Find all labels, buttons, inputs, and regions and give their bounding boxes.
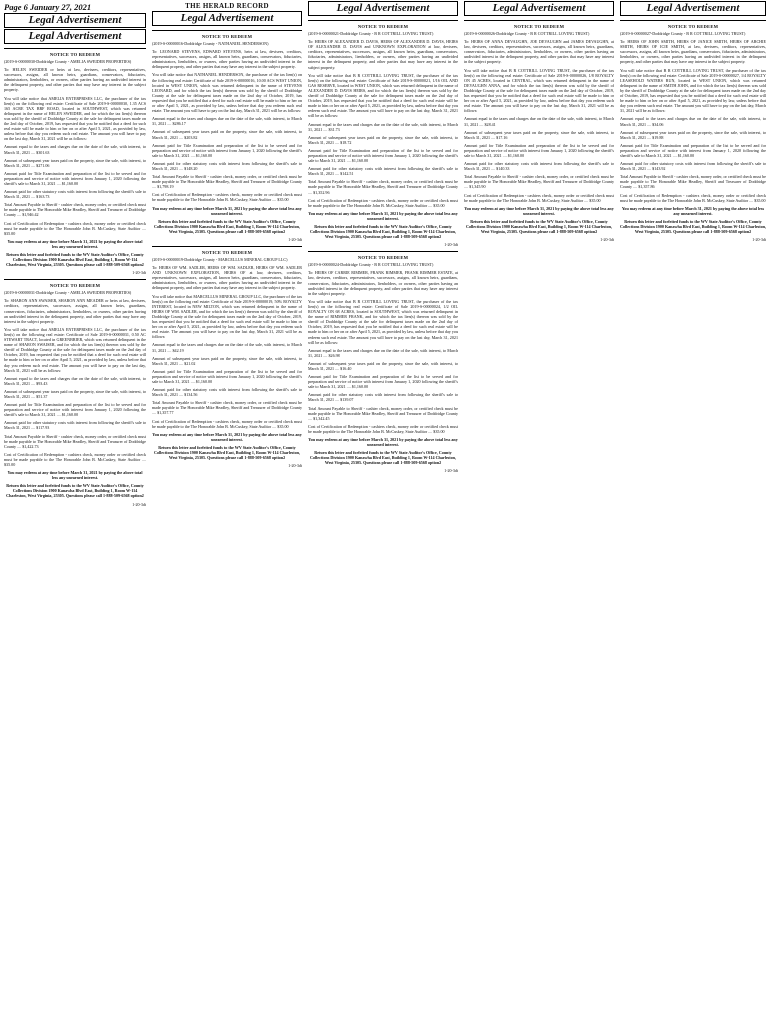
notice-divider xyxy=(308,20,458,21)
notice-divider xyxy=(4,279,146,280)
notice-warning: You may redeem at any time before March 31, 2021 by paying the above total less any unearned interest. xyxy=(7,470,143,481)
notice-amount: Amount equal to the taxes and charges due on the date of the sale, with interest, to March 31, 2021 .... $26.98 xyxy=(308,347,458,358)
notice-amount: Amount of subsequent year taxes paid on the property, since the sale, with interest, to March 31, 2021 .... $19.88 xyxy=(620,129,766,140)
notice-body: To: LEONARD STEVENS, EDWARD STEVENS, heirs at law, devisees, creditors, representatives, successors, assigns, all known heirs, guardians, conservators, fiduciaries, administrators, lienholders, or owners, other parties having an undivided interest in the delinquent property, and other parties that may have any interest in the subject property. xyxy=(152,49,302,70)
notice-case: (2019-S-00000024-Doddridge County - B R COTTRILL LOVING TRUST) xyxy=(308,262,434,268)
notice-signature: 1-20-3dt xyxy=(752,237,766,243)
notice-divider xyxy=(620,20,766,21)
notice-amount: Amount paid for Title Examination and preparation of the list to be served and for preparation and service of notice with interest from January 1, 2020 following the sheriff's sale to March 31, 2021 .... $1,160.00 xyxy=(464,142,614,158)
notice-total: Total Amount Payable to Sheriff - cashier check, money order, or certified check must be made payable to The Honorable Mike Headley, Sheriff and Treasurer of Doddridge County .... $1,422.73 xyxy=(4,433,146,449)
notice-cost: Cost of Certification of Redemption - cashiers check, money order or certified check must be made payable to the The Honorable John B. McCuskey, State Auditor .... $35.00 xyxy=(152,418,302,429)
notice-cost: Cost of Certification of Redemption - cashiers check, money order or certified check must be made payable to the The Honorable John B. McCuskey, State Auditor .... $35.00 xyxy=(152,192,302,203)
notice-return-info: Return this letter and forfeited funds to the WV State Auditor's Office, County Collections Division 1900 Kanawha Blvd East, Building 1, Room W-114 Charleston, West Virginia, 25305. Questions please call 1-888-509-6568 option2 xyxy=(154,444,300,461)
legal-ad-banner: Legal Advertisement xyxy=(620,1,766,16)
notice-amount: Amount equal to the taxes and charges due on the date of the sale, with interest, to March 31, 2021 .... $286.17 xyxy=(152,116,302,127)
notice-header: NOTICE TO REDEEM xyxy=(357,24,409,29)
notice-to-redeem xyxy=(464,20,614,242)
notice-purchaser: You will take notice that B R COTTRILL LOVING TRUST, the purchaser of the tax lien(s) on the following real estate: Certificate of Sale 2019-S-00000027, 1/4 ROYALTY LEASEHOLD WATERS RUN, located in WEST UNION, which was returned delinquent in the name of SMITH JOHN, and for which the tax lien(s) thereon was sold by the sheriff of Doddridge County at the sale for delinquent taxes made on the 2nd day of October, 2019, has requested that you be notified that a deed for such real estate will be made to him or her on or after April 5, 2021, as provided by law, unless before that day you redeem such real estate. The amount you will have to pay on the last day, March 31, 2021 will be as follows: xyxy=(620,67,766,114)
notice-divider xyxy=(4,48,146,49)
column-5 xyxy=(620,0,766,1024)
notice-stack xyxy=(152,30,302,468)
notice-purchaser: You will take notice that B R COTTRILL LOVING TRUST, the purchaser of the tax lien(s) on the following real estate: Certificate of Sale 2019-S-00000021, 1/16 OIL AND GAS RESERVE, located in WEST UNION, which was returned delinquent in the name of ALEXANDER D. DAVIS HEIRS, and for which the tax lien(s) thereon was sold by the sheriff of Doddridge County at the sale for delinquent taxes made on the 2nd day of October, 2019, has requested that you be notified that a deed for such real estate will be made to him or her on or after April 5, 2021, as provided by law, unless before that day you redeem such real estate. The amount you will have to pay on the last day, March 31, 2021 will be as follows: xyxy=(308,72,458,119)
notice-return-info: Return this letter and forfeited funds to the WV State Auditor's Office, County Collections Division 1900 Kanawha Blvd East, Building 1, Room W-114 Charleston, West Virginia, 25305. Questions please call 1-888-509-6568 option2 xyxy=(6,252,144,268)
notice-to-redeem xyxy=(308,20,458,247)
notice-amount: Amount of subsequent year taxes paid on the property, since the sale, with interest, to March 31, 2021 .... $17.16 xyxy=(464,129,614,140)
notice-signature: 1-20-3dt xyxy=(132,270,146,276)
notice-stack xyxy=(464,20,614,242)
notice-purchaser: You will take notice that AMELIA ENTERPRISES LLC, the purchaser of the tax lien(s) on the following real estate: Certificate of Sale 2019-S-00000030, 1.35 ACS 165 ACRE TAX BRF ROAD, located in SOUTHWEST, which was returned delinquent in the name of HELEN SWEIDER, and for which the tax lien(s) thereon was sold by the sheriff of Doddridge County at the sale for delinquent taxes made on the 2nd day of October, 2019, has requested that you be notified that a deed for such real estate will be made to him or her on or after April 5, 2021, as provided by law, unless before that day you redeem such real estate. The amount you will have to pay on the last day, March 31, 2021 will be as follows: xyxy=(4,95,146,142)
notice-body: To: HEIRS OF ALEXANDER D. DAVIS, HEIRS OF ALEXANDER D. DAVIS, HEIRS OF ALEXANDER D. DAVIS and UNKNOWN EXPLORATION at law, devisees, creditors, representatives, successors, assigns, all known heirs, guardians, conservators, fiduciaries, administrators, lienholders, or owners, other parties having an undivided interest in the delinquent property, and other parties that may have any interest in the subject property. xyxy=(308,39,458,70)
notice-amount: Amount paid for other statutory costs with interest from following the sheriff's sale to March 31, 2021 .... $143.92 xyxy=(620,161,766,172)
notice-amount: Amount paid for other statutory costs with interest from following the sheriff's sale to March 31, 2021 .... $140.33 xyxy=(464,161,614,172)
notice-signature: 1-20-3dt xyxy=(444,468,458,474)
notice-body: To: HEIRS OF JOHN SMITH, HEIRS OF JANICE SMITH, HEIRS OF ARCHIE SMITH, HEIRS OF ICIE SMITH, at law, devisees, creditors, representatives, successors, assigns, all known heirs, guardians, conservators, fiduciaries, administrators, lienholders, or owners, other parties having an undivided interest in the delinquent property, and other parties that may have any interest in the subject property. xyxy=(620,39,766,65)
notice-purchaser: You will take notice that B R COTTRILL LOVING TRUST, the purchaser of the tax lien(s) on the following real estate: Certificate of Sale 2019-S-00000024, 1/2 OIL ROYALTY ON 68 ACRES, located in SOUTHWEST, which was returned delinquent in the name of RIMMER FRANK, and for which the tax lien(s) thereon was sold by the sheriff of Doddridge County at the sale for delinquent taxes made on the 2nd day of October, 2019, has requested that you be notified that a deed for such real estate will be made to him or her on or after April 5, 2021, as provided by law, unless before that day you redeem such real estate. The amount you will have to pay on the last day, March 31, 2021 will be as follows: xyxy=(308,298,458,345)
notice-divider xyxy=(152,30,302,31)
notice-signature: 1-20-3dt xyxy=(444,242,458,248)
notice-amount: Amount paid for Title Examination and preparation of the list to be served and for preparation and service of notice with interest from January 1, 2020 following the sheriff's sale to March 31, 2021 .... $1,160.00 xyxy=(308,147,458,164)
page-folio: Page 6 January 27, 2021 xyxy=(4,2,92,12)
legal-ad-banner: Legal Advertisement xyxy=(464,1,614,16)
notice-amount: Amount equal to the taxes and charges due on the date of the sale, with interest, to March 31, 2021 .... $28.41 xyxy=(464,116,614,127)
notice-amount: Amount paid for Title Examination and preparation of the list to be served and for preparation and service of notice with interest from January 1, 2020 following the sheriff's sale to March 31, 2021 .... $1,160.00 xyxy=(308,374,458,390)
notice-amount: Amount paid for Title Examination and preparation of the list to be served and for preparation and service of notice with interest from January 1, 2020 following the sheriff's sale to March 31, 2021 .... $1,160.00 xyxy=(4,402,146,418)
notice-stack xyxy=(308,20,458,473)
notice-divider xyxy=(464,20,614,21)
notice-case: (2019-S-00000026-Doddridge County - B R COTTRILL LOVING TRUST) xyxy=(464,31,590,36)
notice-purchaser: You will take notice that MARCELLUS MINERAL GROUP LLC, the purchaser of the tax lien(s) on the following real estate: Certificate of Sale 2019-S-00000019, 50% ROYALTY INTEREST, located in NEW MILTON, which was returned delinquent in the name of HEIRS OF WM. SADLER, and for which the tax lien(s) thereon was sold by the sheriff of Doddridge County at the sale for delinquent taxes made on the 2nd day of October, 2019, has requested that you be notified that a deed for such real estate will be made to him or her on or after April 5, 2021, as provided by law, unless before that day you redeem such real estate. The amount you will have to pay on the last day, March 31, 2021 will be as follows: xyxy=(152,293,302,340)
notice-return-info: Return this letter and forfeited funds to the WV State Auditor's Office, County Collections Division 1900 Kanawha Blvd East, Building 1, Room W-114 Charleston, West Virginia, 25305. Questions please call 1-888-509-6568 option2 xyxy=(6,483,144,499)
notice-amount: Amount of subsequent year taxes paid on the property, since the sale, with interest, to March 31, 2021 .... $21.02 xyxy=(152,355,302,366)
notice-amount: Amount paid for Title Examination and preparation of the list to be served and for preparation and service of notice with interest from January 1, 2020 following the sheriff's sale to March 31, 2021 .... $1,160.00 xyxy=(4,170,146,186)
notice-amount: Amount equal to the taxes and charges due on the date of the sale, with interest, to March 31, 2021 .... $93.43 xyxy=(4,375,146,386)
notice-cost: Cost of Certification of Redemption - cashiers check, money order or certified check must be made payable to the The Honorable John B. McCuskey, State Auditor .... $35.00 xyxy=(4,220,146,236)
notice-amount: Amount paid for Title Examination and preparation of the list to be served and for preparation and service of notice with interest from January 1, 2020 following the sheriff's sale to March 31, 2021 .... $1,160.00 xyxy=(152,368,302,384)
notice-amount: Amount equal to the taxes and charges due on the date of the sale, with interest, to March 31, 2021 .... $42.19 xyxy=(152,342,302,353)
notice-to-redeem xyxy=(620,20,766,242)
notice-return-info: Return this letter and forfeited funds to the WV State Auditor's Office, County Collections Division 1900 Kanawha Blvd East, Building 1, Room W-114 Charleston, West Virginia, 25305. Questions please call 1-888-509-6568 option2 xyxy=(310,224,456,240)
notice-header: NOTICE TO REDEEM xyxy=(513,24,565,29)
column-4 xyxy=(464,0,614,1024)
notice-cost: Cost of Certification of Redemption - cashiers check, money order or certified check must be made payable to the The Honorable John B. McCuskey, State Auditor .... $35.00 xyxy=(308,423,458,434)
notice-amount: Amount of subsequent year taxes paid on the property, since the sale, with interest, to March 31, 2021 .... $203.82 xyxy=(152,129,302,140)
notice-signature: 1-20-3dt xyxy=(600,237,614,243)
notice-cost: Cost of Certification of Redemption - cashiers check, money order or certified check must be made payable to the The Honorable John B. McCuskey, State Auditor .... $35.00 xyxy=(464,192,614,203)
notice-total: Total Amount Payable to Sheriff - cashier check, money order, or certified check must be made payable to The Honorable Mike Headley, Sheriff and Treasurer of Doddridge County .... $1,345.90 xyxy=(464,174,614,190)
notice-signature: 1-20-3dt xyxy=(288,463,302,469)
legal-ad-banner: Legal Advertisement xyxy=(4,13,146,28)
notice-warning: You may redeem at any time before March 31, 2021 by paying the above total less any unearned interest. xyxy=(152,205,302,216)
column-2 xyxy=(152,0,302,1024)
notice-amount: Amount paid for Title Examination and preparation of the list to be served and for preparation and service of notice with interest from January 1, 2020 following the sheriff's sale to March 31, 2021 .... $1,160.00 xyxy=(620,142,766,158)
notice-cost: Cost of Certification of Redemption - cashiers check, money order or certified check must be made payable to the The Honorable John B. McCuskey, State Auditor .... $35.00 xyxy=(4,451,146,467)
notice-divider xyxy=(152,246,302,247)
notice-divider xyxy=(308,251,458,252)
notice-warning: You may redeem at any time before March 31, 2021 by paying the above total less any unearned interest. xyxy=(308,437,458,448)
notice-to-redeem xyxy=(4,48,146,275)
notice-stack xyxy=(620,20,766,242)
notice-total: Total Amount Payable to Sheriff - cashier check, money order, or certified check must be made payable to The Honorable Mike Headley, Sheriff and Treasurer of Doddridge County .... $1,352.96 xyxy=(308,179,458,195)
notice-to-redeem xyxy=(4,279,146,506)
notice-signature: 1-20-3dt xyxy=(132,501,146,507)
notice-total: Total Amount Payable to Sheriff - cashier check, money order, or certified check must be made payable to The Honorable Mike Headley, Sheriff and Treasurer of Doddridge County .... $1,357.77 xyxy=(152,400,302,416)
notice-body: To: HEIRS OF CARRIE RIMMER, FRANK RIMMER, FRANK RIMMER ESTATE, at law, devisees, creditors, representatives, successors, assigns, all known heirs, guardians, conservators, fiduciaries, administrators, lienholders, or owners, other parties having an undivided interest in the delinquent property, and other parties that may have any interest in the subject property. xyxy=(308,270,458,296)
notice-return-info: Return this letter and forfeited funds to the WV State Auditor's Office, County Collections Division 1900 Kanawha Blvd East, Building 1, Room W-114 Charleston, West Virginia, 25305. Questions please call 1-888-509-6568 option2 xyxy=(310,450,456,466)
notice-header: NOTICE TO REDEEM xyxy=(201,34,253,39)
notice-amount: Amount paid for other statutory costs with interest from following the sheriff's sale to March 31, 2021 .... $134.56 xyxy=(152,387,302,398)
notice-case: (2019-S-00000016-Doddridge County - NATHANIEL HENDERSON) xyxy=(152,41,269,46)
column-3 xyxy=(308,0,458,1024)
notice-case: (2019-S-00000030-Doddridge County - AMELIA SWEIDER PROPERTIES) xyxy=(4,59,132,64)
notice-body: To: HEIRS OF ANNA DEVAUGHN, JOE DEVAUGHN and JAMES DEVAUGHN, at law, devisees, creditors, representatives, successors, assigns, all known heirs, guardians, conservators, fiduciaries, administrators, lienholders, or owners, other parties having an undivided interest in the delinquent property, and other parties that may have any interest in the subject property. xyxy=(464,39,614,65)
notice-purchaser: You will take notice that AMELIA ENTERPRISES LLC, the purchaser of the tax lien(s) on the following real estate: Certificate of Sale 2019-S-00000031, 0.50 AC STEWART TRACT, located in GREENBRIER, which was returned delinquent in the name of SHARON SWAISER, and for which the tax lien(s) thereon was sold by the sheriff of Doddridge County at the sale for delinquent taxes made on the 2nd day of October, 2019, has requested that you be notified that a deed for such real estate will be made to him or her on or after April 5, 2021, as provided by law, unless before that day you redeem such real estate. The amount you will have to pay on the last day, March 31, 2021 will be as follows: xyxy=(4,326,146,373)
notice-cost: Cost of Certification of Redemption - cashiers check, money order or certified check must be made payable to the The Honorable John B. McCuskey, State Auditor .... $35.00 xyxy=(308,197,458,208)
notice-case: (2019-S-00000021-Doddridge County - B R COTTRILL LOVING TRUST) xyxy=(308,31,434,36)
notice-amount: Amount of subsequent year taxes paid on the property, since the sale, with interest, to March 31, 2021 .... $18.72 xyxy=(308,134,458,145)
notice-stack xyxy=(4,48,146,507)
notice-purchaser: You will take notice that B R COTTRILL LOVING TRUST, the purchaser of the tax lien(s) on the following real estate: Certificate of Sale 2019-S-00000026, 1/8 ROYALTY ON 45 ACRES, located in CENTRAL, which was returned delinquent in the name of DEVAUGHN ANNA, and for which the tax lien(s) thereon was sold by the sheriff of Doddridge County at the sale for delinquent taxes made on the 2nd day of October, 2019, has requested that you be notified that a deed for such real estate will be made to him or her on or after April 5, 2021, as provided by law, unless before that day you redeem such real estate. The amount you will have to pay on the last day, March 31, 2021 will be as follows: xyxy=(464,67,614,114)
notice-amount: Amount paid for other statutory costs with interest from following the sheriff's sale to March 31, 2021 .... $163.73 xyxy=(4,189,146,200)
notice-header: NOTICE TO REDEEM xyxy=(201,250,253,255)
notice-amount: Amount equal to the taxes and charges due on the date of the sale, with interest, to March 31, 2021 .... $34.06 xyxy=(620,116,766,127)
notice-return-info: Return this letter and forfeited funds to the WV State Auditor's Office, County Collections Division 1900 Kanawha Blvd East, Building 1, Room W-114 Charleston, West Virginia, 25305. Questions please call 1-888-509-6568 option2 xyxy=(154,218,300,234)
notice-warning: You may redeem at any time before March 31, 2021 by paying the above total less any unearned interest. xyxy=(464,205,614,216)
notice-amount: Amount paid for other statutory costs with interest from following the sheriff's sale to March 31, 2021 .... $117.93 xyxy=(4,420,146,431)
legal-ad-banner: Legal Advertisement xyxy=(308,1,458,16)
notice-total: Total Amount Payable to Sheriff - cashier check, money order, or certified check must be made payable to The Honorable Mike Headley, Sheriff and Treasurer of Doddridge County .... $1,946.42 xyxy=(4,202,146,218)
notice-header: NOTICE TO REDEEM xyxy=(49,52,101,57)
notice-amount: Amount paid for other statutory costs with interest from following the sheriff's sale to March 31, 2021 .... $139.07 xyxy=(308,392,458,403)
column-1 xyxy=(4,0,146,1024)
notice-to-redeem xyxy=(152,30,302,242)
notice-cost: Cost of Certification of Redemption - cashiers check, money order or certified check must be made payable to the The Honorable John B. McCuskey, State Auditor .... $35.00 xyxy=(620,192,766,203)
notice-amount: Amount paid for other statutory costs with interest from following the sheriff's sale to March 31, 2021 .... $142.51 xyxy=(308,166,458,177)
notice-total: Total Amount Payable to Sheriff - cashier check, money order, or certified check must be made payable to The Honorable Mike Headley, Sheriff and Treasurer of Doddridge County .... $1,798.19 xyxy=(152,174,302,190)
notice-purchaser: You will take notice that NATHANIEL HENDERSON, the purchaser of the tax lien(s) on the following real estate: Certificate of Sale 2019-S-00000016, 10.00 ACS WEST UNION, located in WEST UNION, which was returned delinquent in the name of STEVENS LEONARD, and for which the tax lien(s) thereon was sold by the sheriff of Doddridge County at the sale for delinquent taxes made on the 2nd day of October, 2019, has requested that you be notified that a deed for such real estate will be made to him or her on or after April 5, 2021, as provided by law, unless before that day you redeem such real estate. The amount you will have to pay on the last day, March 31, 2021 will be as follows: xyxy=(152,72,302,114)
notice-header: NOTICE TO REDEEM xyxy=(667,24,719,29)
notice-warning: You may redeem at any time before March 31, 2021 by paying the above total less any unearned interest. xyxy=(7,238,143,249)
notice-case: (2019-S-00000031-Doddridge County - AMELIA SWEIDER PROPERTIES) xyxy=(4,290,132,296)
notice-amount: Amount paid for other statutory costs with interest from following the sheriff's sale to March 31, 2021 .... $148.20 xyxy=(152,160,302,171)
notice-body: To: SHARON ANN SWAISER, SHARON ANN MEADER or heirs at law, devisees, creditors, representatives, successors, assigns, all known heirs, guardians, conservators, fiduciaries, administrators, lienholders, or owners, other parties having an undivided interest in the delinquent property, and other parties that may have any interest in the subject property. xyxy=(4,298,146,324)
notice-amount: Amount paid for Title Examination and preparation of the list to be served and for preparation and service of notice with interest from January 1, 2020 following the sheriff's sale to March 31, 2021 .... $1,160.00 xyxy=(152,142,302,158)
notice-to-redeem xyxy=(152,246,302,468)
notice-total: Total Amount Payable to Sheriff - cashier check, money order, or certified check must be made payable to The Honorable Mike Headley, Sheriff and Treasurer of Doddridge County .... $1,357.86 xyxy=(620,174,766,190)
notice-amount: Amount equal to the taxes and charges due on the date of the sale, with interest, to March 31, 2021 .... $31.73 xyxy=(308,121,458,132)
notice-header: NOTICE TO REDEEM xyxy=(49,283,101,289)
notice-body: To: HELEN SWEIDER or heirs at law, devisees, creditors, representatives, successors, assigns, all known heirs, guardians, conservators, fiduciaries, administrators, lienholders, or owners, other parties having an undivided interest in the delinquent property, and other parties that may have any interest in the subject property. xyxy=(4,67,146,93)
notice-return-info: Return this letter and forfeited funds to the WV State Auditor's Office, County Collections Division 1900 Kanawha Blvd East, Building 1, Room W-114 Charleston, West Virginia, 25305. Questions please call 1-888-509-6568 option2 xyxy=(620,218,766,235)
notice-case: (2019-S-00000019-Doddridge County - MARCELLUS MINERAL GROUP LLC) xyxy=(152,257,288,262)
notice-total: Total Amount Payable to Sheriff - cashier check, money order, or certified check must be made payable to The Honorable Mike Headley, Sheriff and Treasurer of Doddridge County .... $1,342.45 xyxy=(308,405,458,421)
notice-body: To: HEIRS OF WM. SADLER, HEIRS OF WM. SADLER, HEIRS OF WM. SADLER AND UNKNOWN EXPLORATION, HEIRS OF at law, devisees, creditors, representatives, successors, assigns, all known heirs, guardians, conservators, fiduciaries, administrators, lienholders, or owners, other parties having an undivided interest in the delinquent property, and other parties that may have any interest in the subject property. xyxy=(152,265,302,291)
notice-amount: Amount of subsequent year taxes paid on the property, since the sale, with interest, to March 31, 2021 .... $51.37 xyxy=(4,388,146,399)
legal-ad-banner: Legal Advertisement xyxy=(4,29,146,44)
notice-warning: You may redeem at any time before March 31, 2021 by paying the above total less any unearned interest. xyxy=(308,210,458,221)
notice-to-redeem xyxy=(308,251,458,473)
paper-name: THE HERALD RECORD xyxy=(185,2,269,10)
notice-header: NOTICE TO REDEEM xyxy=(357,255,409,261)
notice-warning: You may redeem at any time before March 31, 2021 by paying the above total less any unearned interest. xyxy=(152,431,302,442)
notice-case: (2019-S-00000027-Doddridge County - B R COTTRILL LOVING TRUST) xyxy=(620,31,746,36)
notice-signature: 1-20-3dt xyxy=(288,237,302,242)
notice-amount: Amount of subsequent year taxes paid on the property, since the sale, with interest, to March 31, 2021 .... $271.06 xyxy=(4,157,146,168)
notice-amount: Amount of subsequent year taxes paid on the property, since the sale, with interest, to March 31, 2021 .... $16.40 xyxy=(308,360,458,371)
notice-return-info: Return this letter and forfeited funds to the WV State Auditor's Office, County Collections Division 1900 Kanawha Blvd East, Building 1, Room W-114 Charleston, West Virginia, 25305. Questions please call 1-888-509-6568 option2 xyxy=(466,218,612,235)
notice-warning: You may redeem at any time before March 31, 2021 by paying the above total less any unearned interest. xyxy=(621,205,765,216)
notice-amount: Amount equal to the taxes and charges due on the date of the sale, with interest, to March 31, 2021 .... $301.63 xyxy=(4,144,146,155)
legal-ad-banner: Legal Advertisement xyxy=(152,11,302,26)
